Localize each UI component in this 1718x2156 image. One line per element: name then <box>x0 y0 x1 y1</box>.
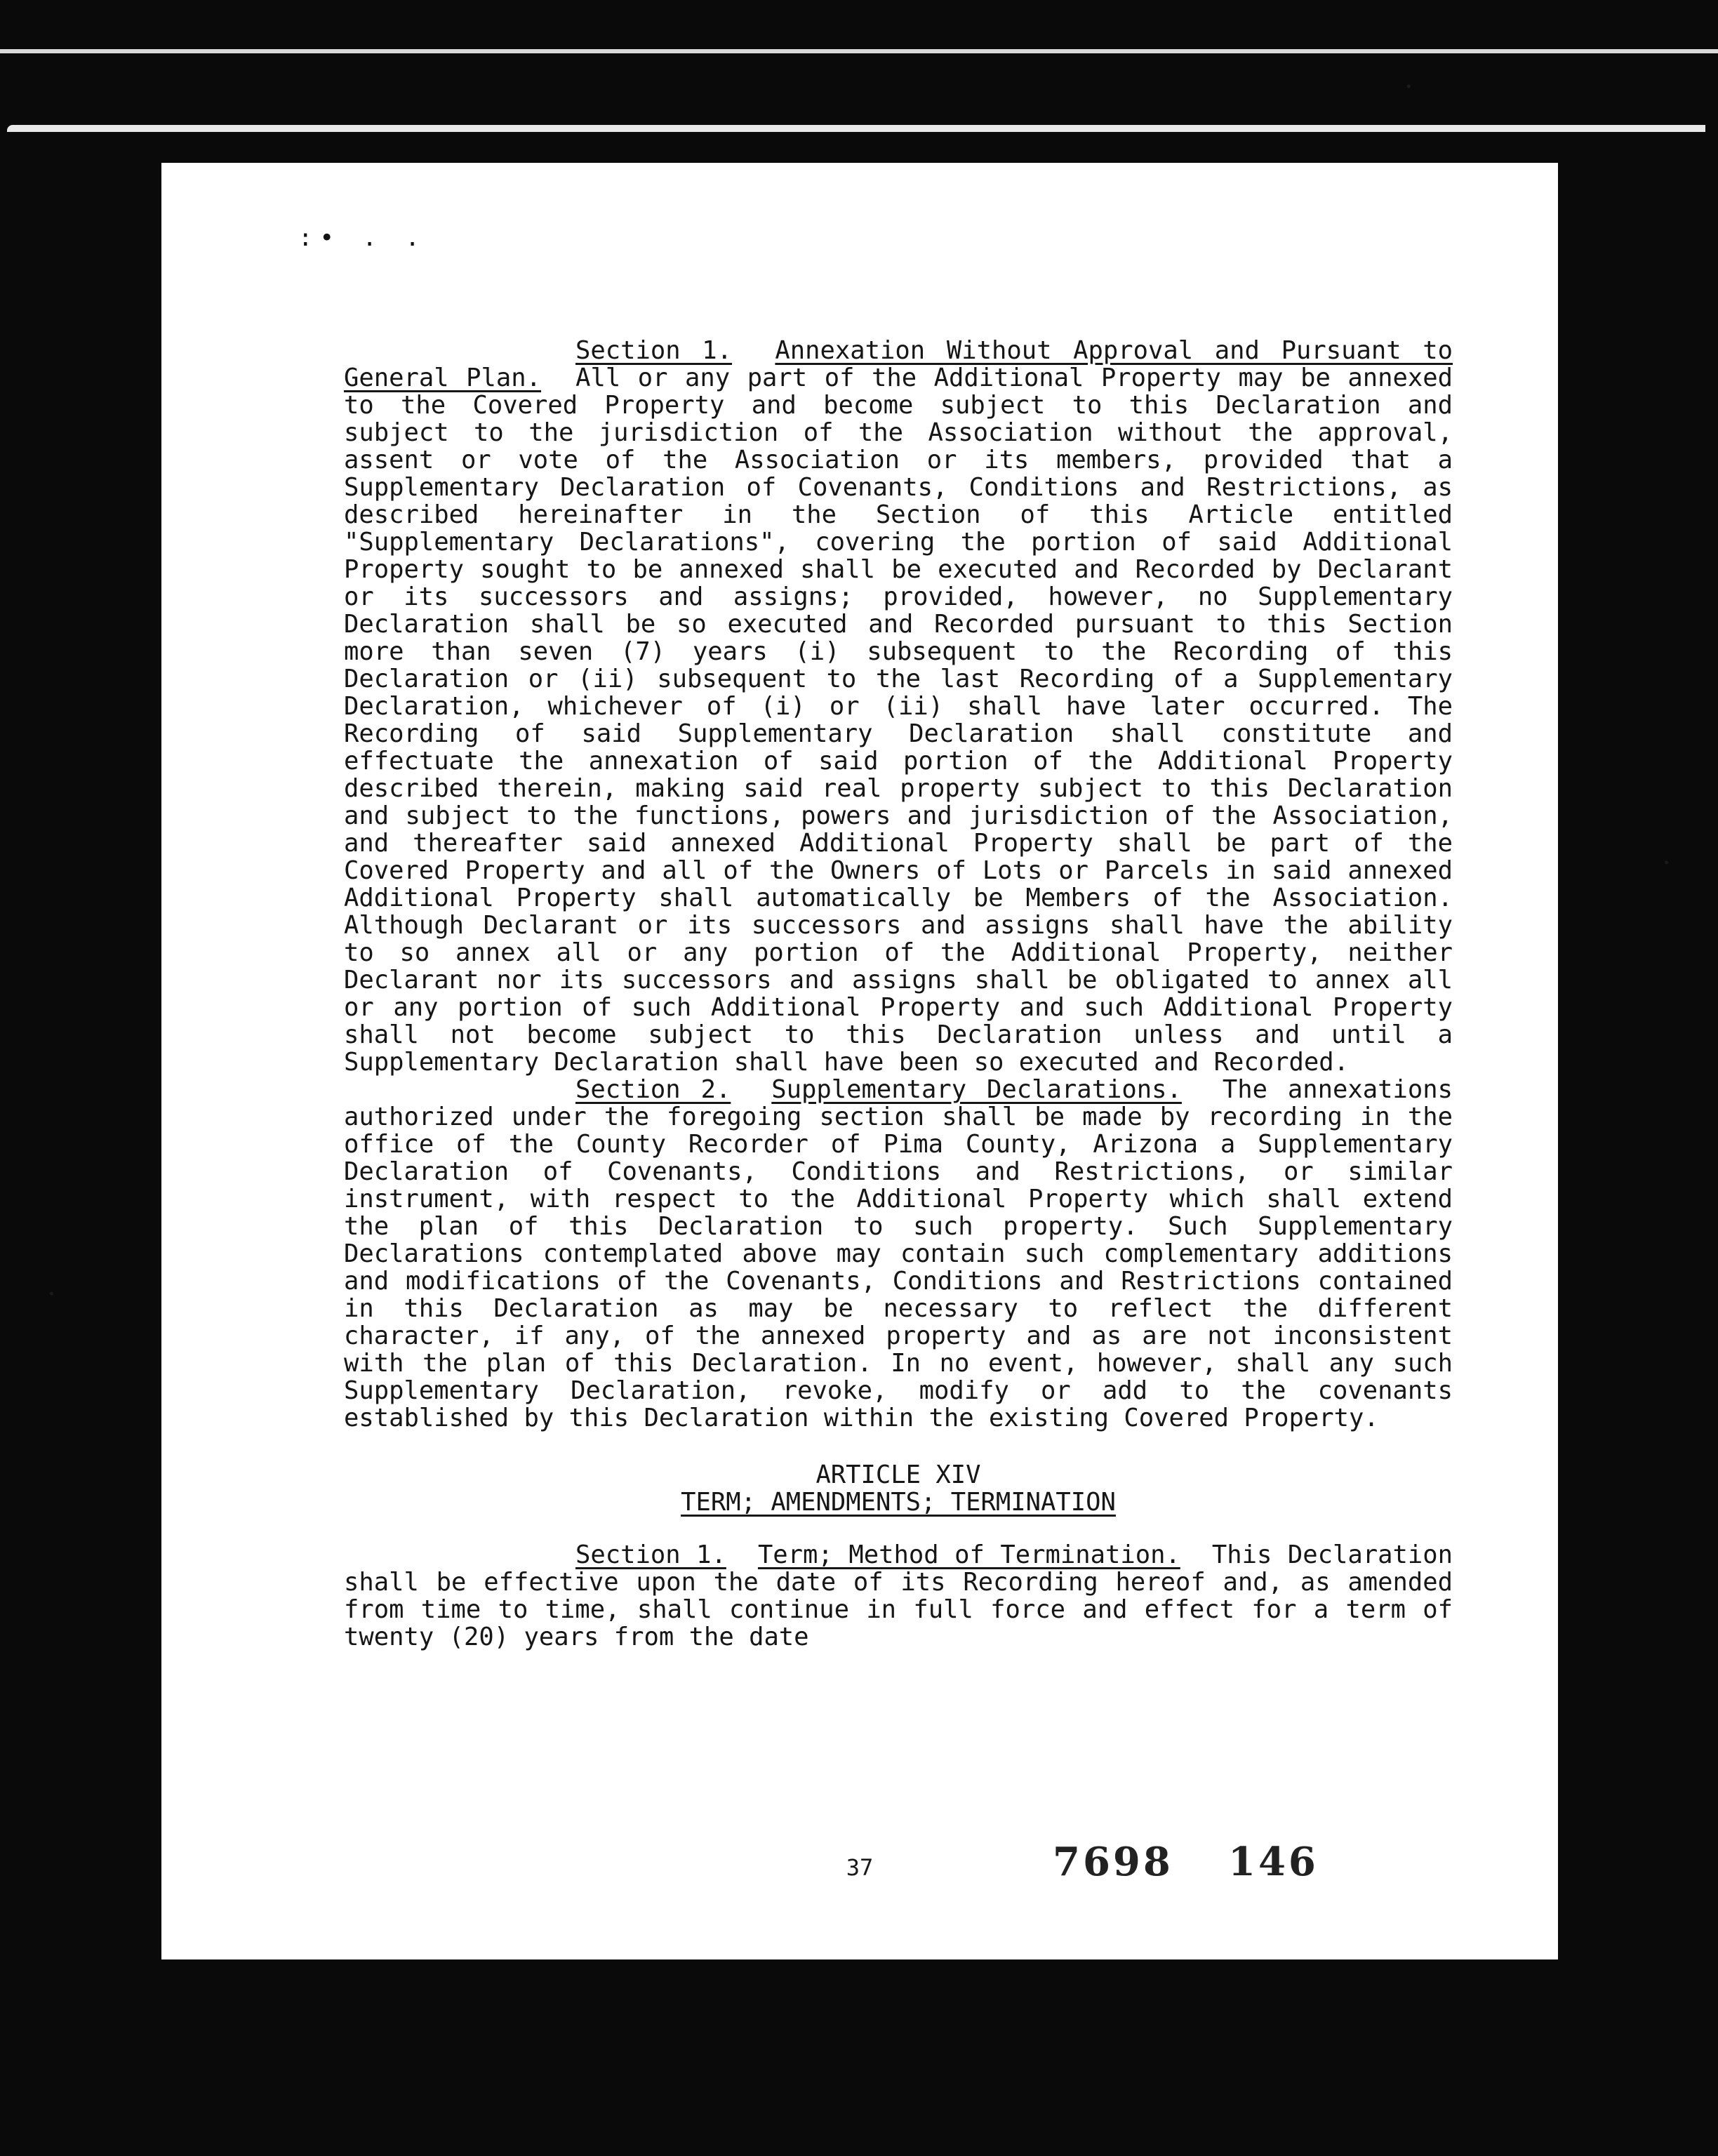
article-xiv-section-1-paragraph <box>344 1541 1453 1651</box>
article-xiv-section-1-title: Term; Method of Termination. <box>757 1541 1180 1569</box>
section-1-title: Annexation Without Approval and Pursuant to General Plan. <box>344 336 1453 392</box>
section-2-heading: Section 2. <box>575 1075 731 1104</box>
article-xiv-section-1-heading: Section 1. <box>575 1541 726 1569</box>
article-xiv-section-1-body: This Declaration shall be effective upon the date of its Recording hereof and, as amended from time to time, shall continue in full force and effect for a term of twenty (20) years from the date <box>344 1541 1453 1651</box>
section-2-paragraph <box>344 1076 1453 1432</box>
article-title: TERM; AMENDMENTS; TERMINATION <box>681 1488 1116 1517</box>
section-1-body: All or any part of the Additional Property may be annexed to the Covered Property and become subject to this Declaration and subject to the jurisdiction of the Association without the approval, assent or vote of the Association or its members, provided that a Supplementary Declaration of Covenants, Conditions and Restrictions, as described hereinafter in the Section of this Article entitled "Supplementary Declarations", covering the portion of said Additional Property sought to be annexed shall be executed and Recorded by Declarant or its successors and assigns; provided, however, no Supplementary Declaration shall be so executed and Recorded pursuant to this Section more than seven (7) years (i) subsequent to the Recording of this Declaration or (ii) subsequent to the last Recording of a Supplementary Declaration, whichever of (i) or (ii) shall have later occurred. The Recording of said Supplementary Declaration shall constitute and effectuate the annexation of said portion of the Additional Property described therein, making said real property subject to this Declaration and subject to the functions, powers and jurisdiction of the Association, and thereafter said annexed Additional Property shall be part of the Covered Property and all of the Owners of Lots or Parcels in said annexed Additional Property shall automatically be Members of the Association. Although Declarant or its successors and assigns shall have the ability to so annex all or any portion of the Additional Property, neither Declarant nor its successors and assigns shall be obligated to annex all or any portion of such Additional Property and such Additional Property shall not become subject to this Declaration unless and until a Supplementary Declaration shall have been so executed and Recorded. <box>344 364 1453 1077</box>
section-1-heading: Section 1. <box>575 336 733 365</box>
docket-stamp: 7698 <box>1053 1839 1173 1885</box>
page-number: 37 <box>846 1854 874 1881</box>
scan-edge-line-lower <box>7 125 1705 132</box>
page-specks: :• . . <box>298 224 427 252</box>
article-number: ARTICLE XIV <box>815 1460 981 1489</box>
section-2-title: Supplementary Declarations. <box>771 1075 1182 1104</box>
document-page <box>161 163 1558 1959</box>
scan-edge-line <box>0 49 1718 53</box>
section-1-paragraph <box>344 337 1453 1076</box>
document-body <box>344 337 1453 1651</box>
page-stamp: 146 <box>1228 1839 1319 1885</box>
section-2-body: The annexations authorized under the foregoing section shall be made by recording in the office of the County Recorder of Pima County, Arizona a Supplementary Declaration of Covenants, Conditions and Restrictions, or similar instrument, with respect to the Additional Property which shall extend the plan of this Declaration to such property. Such Supplementary Declarations contemplated above may contain such complementary additions and modifications of the Covenants, Conditions and Restrictions contained in this Declaration as may be necessary to reflect the different character, if any, of the annexed property and as are not inconsistent with the plan of this Declaration. In no event, however, shall any such Supplementary Declaration, revoke, modify or add to the covenants established by this Declaration within the existing Covered Property. <box>344 1075 1453 1432</box>
